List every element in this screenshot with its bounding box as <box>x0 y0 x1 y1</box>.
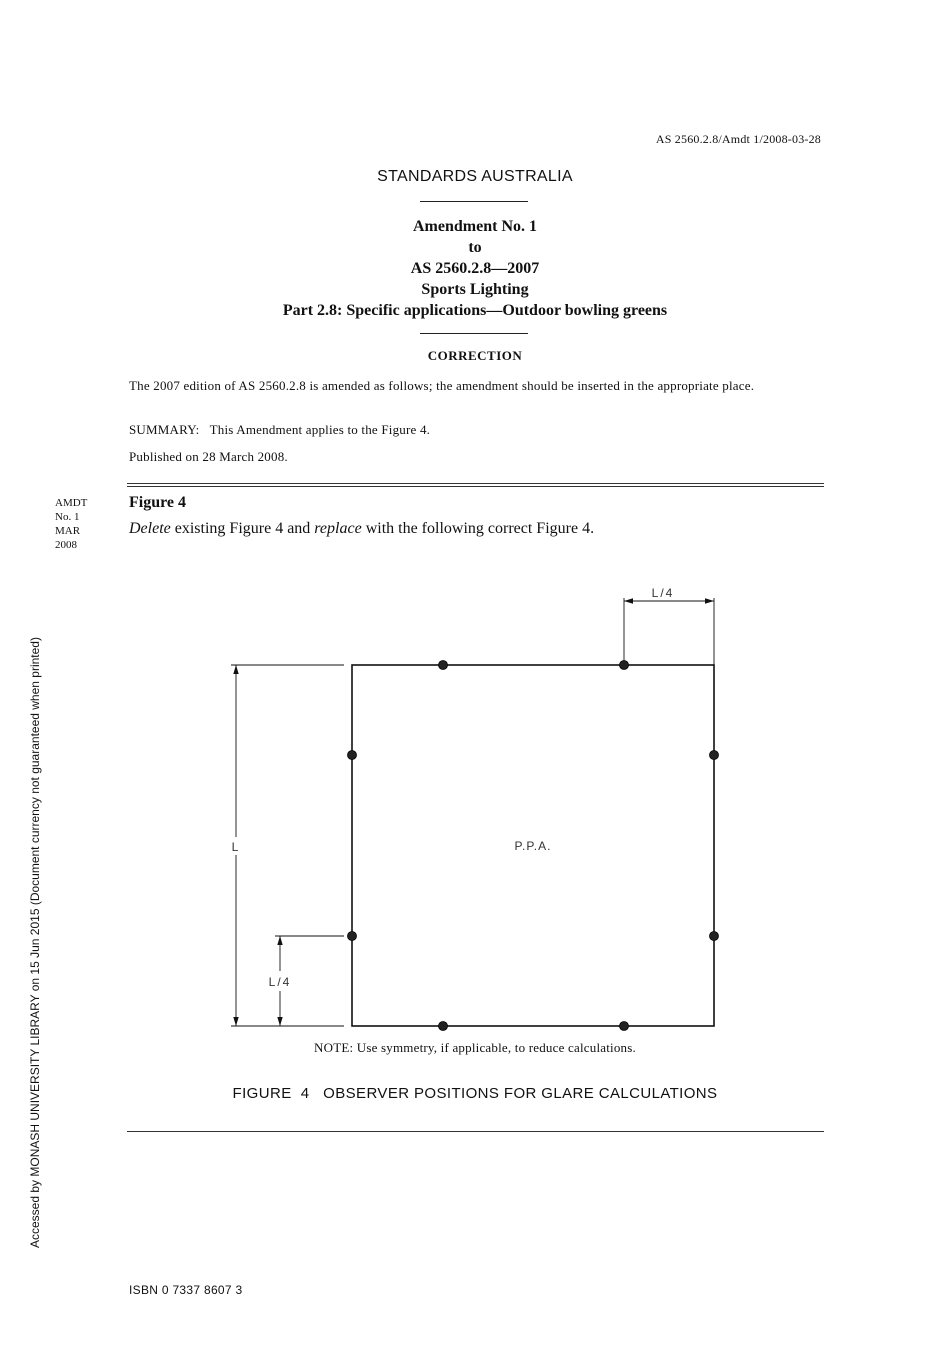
margin-year: 2008 <box>55 539 77 551</box>
observer-point <box>439 661 448 670</box>
title-line-part: Part 2.8: Specific applications—Outdoor bowling greens <box>282 302 668 319</box>
observer-point <box>620 661 629 670</box>
isbn: ISBN 0 7337 8607 3 <box>129 1283 243 1297</box>
area-label: P.P.A. <box>514 839 552 853</box>
figure-heading: Figure 4 <box>129 494 187 511</box>
observer-point <box>710 751 719 760</box>
observer-point <box>620 1022 629 1031</box>
title-line-to: to <box>468 239 482 256</box>
margin-amdt: AMDT <box>55 497 88 509</box>
top-dim-label: L/4 <box>651 586 675 600</box>
intro-paragraph: The 2007 edition of AS 2560.2.8 is amended as follows; the amendment should be inserted in the appropriate place. <box>129 378 755 393</box>
margin-number: No. 1 <box>55 511 80 523</box>
title-line-subject: Sports Lighting <box>421 281 529 298</box>
document-reference: AS 2560.2.8/Amdt 1/2008-03-28 <box>655 132 821 146</box>
observer-point <box>348 932 357 941</box>
title-line-amendment: Amendment No. 1 <box>413 218 537 235</box>
observer-point <box>439 1022 448 1031</box>
small-dim-label: L/4 <box>268 975 292 989</box>
correction-label: CORRECTION <box>427 348 523 363</box>
organization-name: STANDARDS AUSTRALIA <box>377 168 573 185</box>
title-line-standard: AS 2560.2.8—2007 <box>410 260 540 277</box>
instruction-middle: existing Figure 4 and <box>174 520 311 537</box>
figure-caption: FIGURE 4 OBSERVER POSITIONS FOR GLARE CALCULATIONS <box>232 1085 718 1102</box>
summary-text: This Amendment applies to the Figure 4. <box>209 422 431 437</box>
observer-point <box>348 751 357 760</box>
published-date: Published on 28 March 2008. <box>129 449 288 464</box>
instruction-delete: Delete <box>129 520 171 537</box>
side-dim-label: L <box>231 840 239 854</box>
instruction-end: with the following correct Figure 4. <box>365 520 595 537</box>
summary-label: SUMMARY: <box>129 422 200 437</box>
figure-note: NOTE: Use symmetry, if applicable, to reduce calculations. <box>314 1040 636 1055</box>
margin-month: MAR <box>55 525 81 537</box>
observer-point <box>710 932 719 941</box>
instruction-replace: replace <box>314 520 362 537</box>
access-watermark: Accessed by MONASH UNIVERSITY LIBRARY on 15 Jun 2015 (Document currency not guaranteed when printed) <box>28 637 42 1248</box>
bottom-divider <box>127 1131 824 1132</box>
